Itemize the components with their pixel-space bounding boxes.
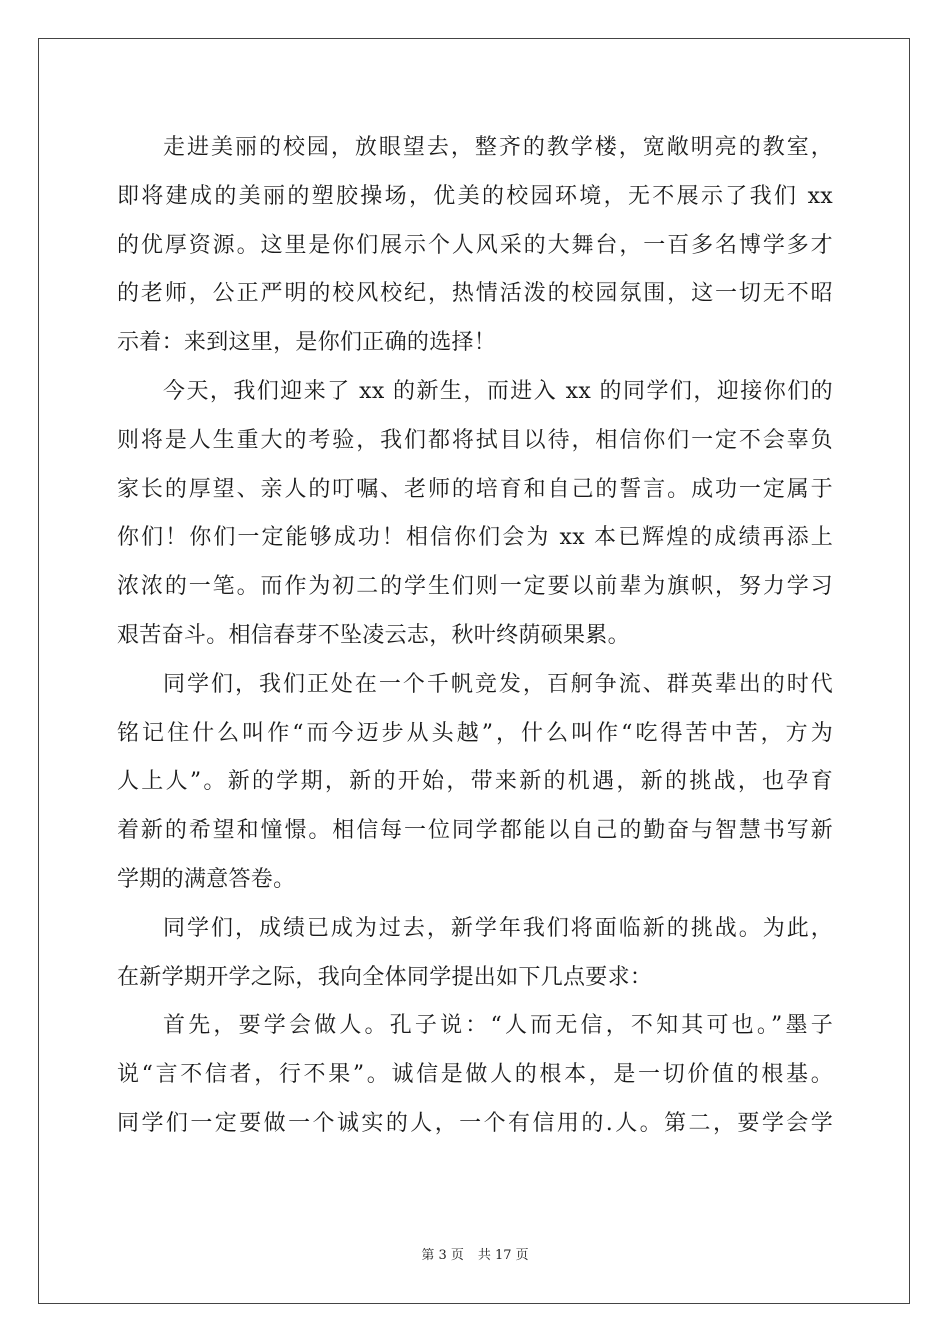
- text-line: 说“言不信者，行不果”。诚信是做人的根本，是一切价值的根基。: [117, 1062, 833, 1088]
- text-line: 首先，要学会做人。孔子说：“人而无信，不知其可也。”墨子: [163, 1013, 833, 1039]
- text-line: 同学们，我们正处在一个千帆竞发，百舸争流、群英辈出的时代: [163, 671, 833, 697]
- text-line: 学期的满意答卷。: [117, 866, 296, 892]
- text-line: 着新的希望和憧憬。相信每一位同学都能以自己的勤奋与智慧书写新: [117, 818, 833, 844]
- text-line: 今天，我们迎来了 xx 的新生，而进入 xx 的同学们，迎接你们的: [163, 378, 833, 404]
- text-line: 在新学期开学之际，我向全体同学提出如下几点要求：: [117, 964, 653, 990]
- text-line: 走进美丽的校园，放眼望去，整齐的教学楼，宽敞明亮的教室，: [163, 135, 833, 160]
- page-number: 第 3 页: [421, 1248, 464, 1263]
- text-line: 的老师，公正严明的校风校纪，热情活泼的校园氛围，这一切无不昭: [117, 281, 833, 307]
- text-line: 同学们，成绩已成为过去，新学年我们将面临新的挑战。为此，: [163, 915, 833, 941]
- page-footer: [0, 1244, 950, 1263]
- text-line: 示着：来到这里，是你们正确的选择！: [117, 330, 497, 356]
- document-body: [117, 124, 833, 1149]
- text-line: 你们！你们一定能够成功！相信你们会为 xx 本已辉煌的成绩再添上: [117, 525, 833, 551]
- text-line: 人上人”。新的学期，新的开始，带来新的机遇，新的挑战，也孕育: [117, 769, 833, 795]
- text-line: 则将是人生重大的考验，我们都将拭目以待，相信你们一定不会辜负: [117, 427, 833, 453]
- page-total: 共 17 页: [477, 1248, 529, 1263]
- text-line: 的优厚资源。这里是你们展示个人风采的大舞台，一百多名博学多才: [117, 232, 833, 258]
- text-line: 铭记住什么叫作“而今迈步从头越”，什么叫作“吃得苦中苦，方为: [117, 720, 833, 746]
- text-line: 即将建成的美丽的塑胶操场，优美的校园环境，无不展示了我们 xx: [117, 183, 833, 209]
- text-line: 艰苦奋斗。相信春芽不坠凌云志，秋叶终荫硕果累。: [117, 622, 630, 648]
- text-line: 浓浓的一笔。而作为初二的学生们则一定要以前辈为旗帜，努力学习: [117, 574, 833, 600]
- text-line: 同学们一定要做一个诚实的人，一个有信用的.人。第二，要学会学: [117, 1110, 833, 1136]
- text-line: 家长的厚望、亲人的叮嘱、老师的培育和自己的誓言。成功一定属于: [117, 476, 833, 502]
